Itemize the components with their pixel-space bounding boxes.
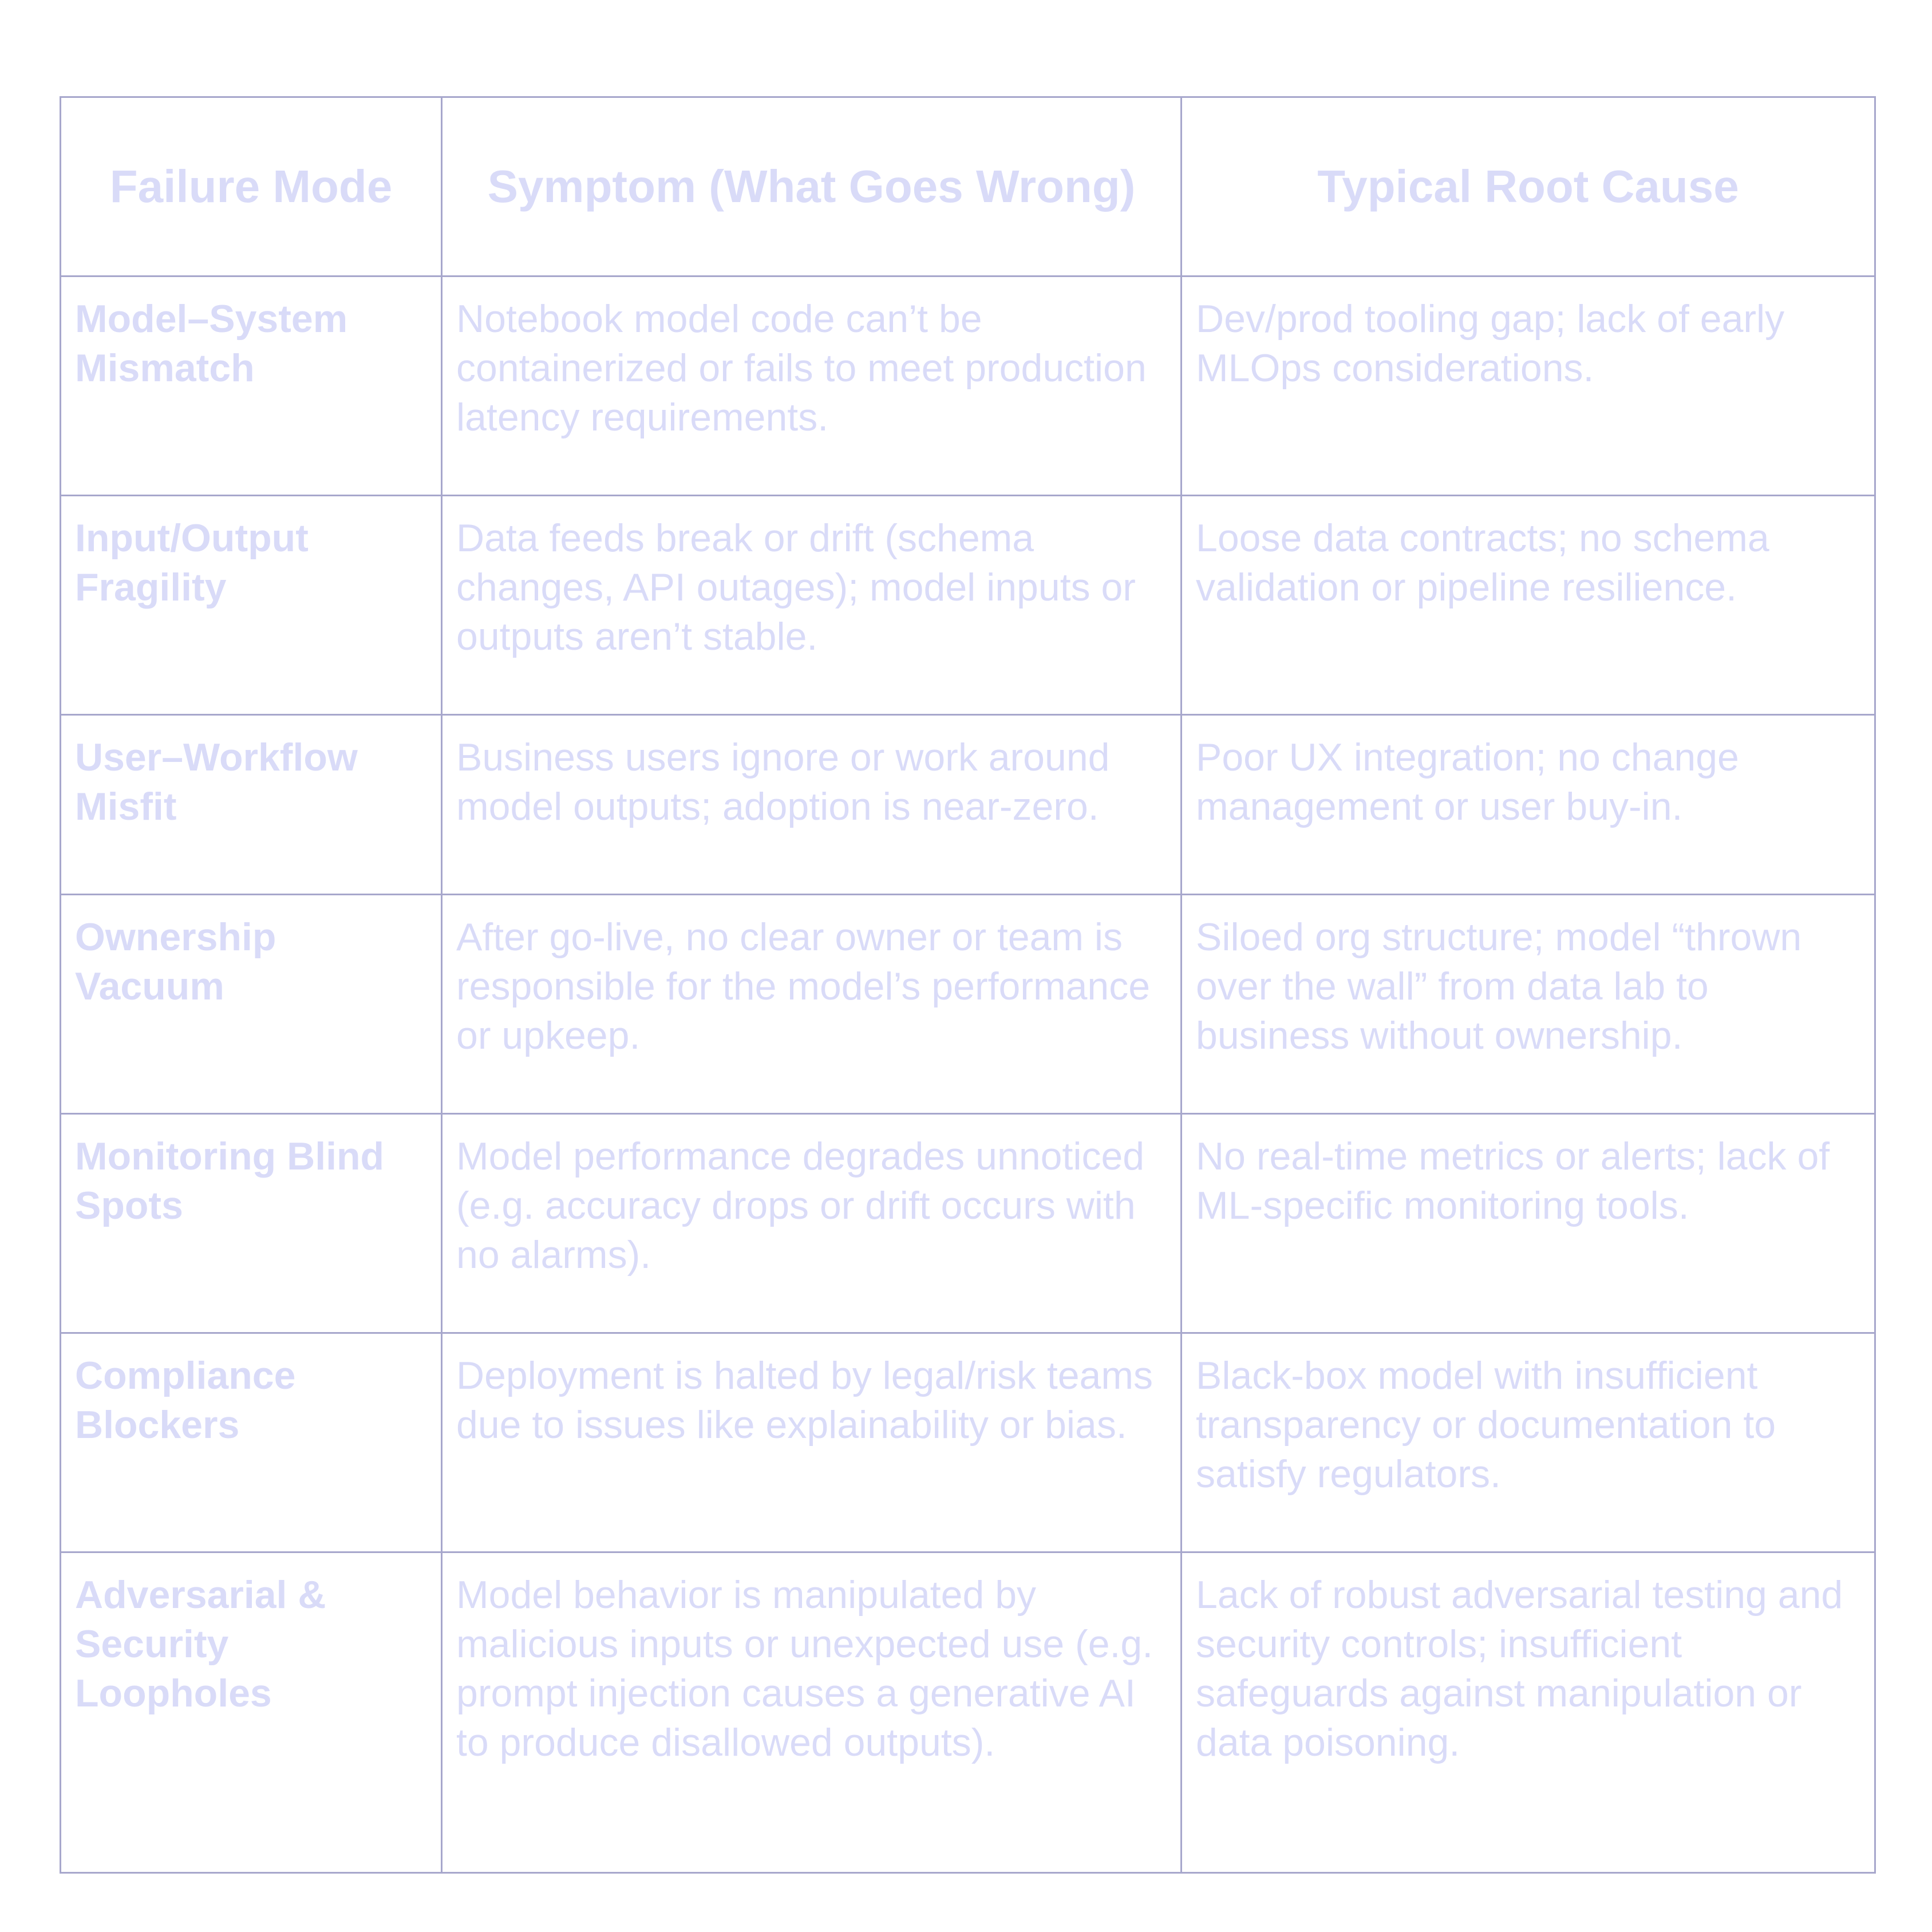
failure-mode-cell: Adversarial & Security Loopholes	[61, 1552, 442, 1873]
symptom-cell: Model performance degrades unnoticed (e.g. accuracy drops or drift occurs with no alarms).	[442, 1114, 1182, 1333]
symptom-cell: Data feeds break or drift (schema changes, API outages); model inputs or outputs aren’t stable.	[442, 496, 1182, 715]
table-header	[61, 97, 1875, 276]
failure-mode-table-container	[60, 96, 1874, 1874]
root-cause-cell: Dev/prod tooling gap; lack of early MLOps considerations.	[1182, 276, 1875, 496]
table-row	[61, 1333, 1875, 1552]
root-cause-cell: Lack of robust adversarial testing and security controls; insufficient safeguards against manipulation or data poisoning.	[1182, 1552, 1875, 1873]
header-row	[61, 97, 1875, 276]
table-body	[61, 276, 1875, 1873]
symptom-cell: Model behavior is manipulated by malicious inputs or unexpected use (e.g. prompt injection causes a generative AI to produce disallowed outputs).	[442, 1552, 1182, 1873]
table-row	[61, 1114, 1875, 1333]
failure-mode-cell: Model–System Mismatch	[61, 276, 442, 496]
table-row	[61, 496, 1875, 715]
failure-mode-cell: User–Workflow Misfit	[61, 715, 442, 895]
failure-mode-table	[60, 96, 1876, 1874]
symptom-cell: Notebook model code can’t be containerized or fails to meet production latency requirements.	[442, 276, 1182, 496]
root-cause-cell: Poor UX integration; no change management or user buy-in.	[1182, 715, 1875, 895]
symptom-cell: Deployment is halted by legal/risk teams due to issues like explainability or bias.	[442, 1333, 1182, 1552]
header-failure-mode: Failure Mode	[61, 97, 442, 276]
symptom-cell: After go-live, no clear owner or team is responsible for the model’s performance or upkeep.	[442, 895, 1182, 1114]
root-cause-cell: Black-box model with insufficient transparency or documentation to satisfy regulators.	[1182, 1333, 1875, 1552]
header-symptom: Symptom (What Goes Wrong)	[442, 97, 1182, 276]
root-cause-cell: No real-time metrics or alerts; lack of ML-specific monitoring tools.	[1182, 1114, 1875, 1333]
symptom-cell: Business users ignore or work around model outputs; adoption is near-zero.	[442, 715, 1182, 895]
root-cause-cell: Siloed org structure; model “thrown over the wall” from data lab to business without ownership.	[1182, 895, 1875, 1114]
header-root-cause: Typical Root Cause	[1182, 97, 1875, 276]
failure-mode-cell: Monitoring Blind Spots	[61, 1114, 442, 1333]
table-row	[61, 715, 1875, 895]
table-row	[61, 276, 1875, 496]
failure-mode-cell: Compliance Blockers	[61, 1333, 442, 1552]
table-row	[61, 895, 1875, 1114]
failure-mode-cell: Input/Output Fragility	[61, 496, 442, 715]
table-row	[61, 1552, 1875, 1873]
root-cause-cell: Loose data contracts; no schema validation or pipeline resilience.	[1182, 496, 1875, 715]
failure-mode-cell: Ownership Vacuum	[61, 895, 442, 1114]
